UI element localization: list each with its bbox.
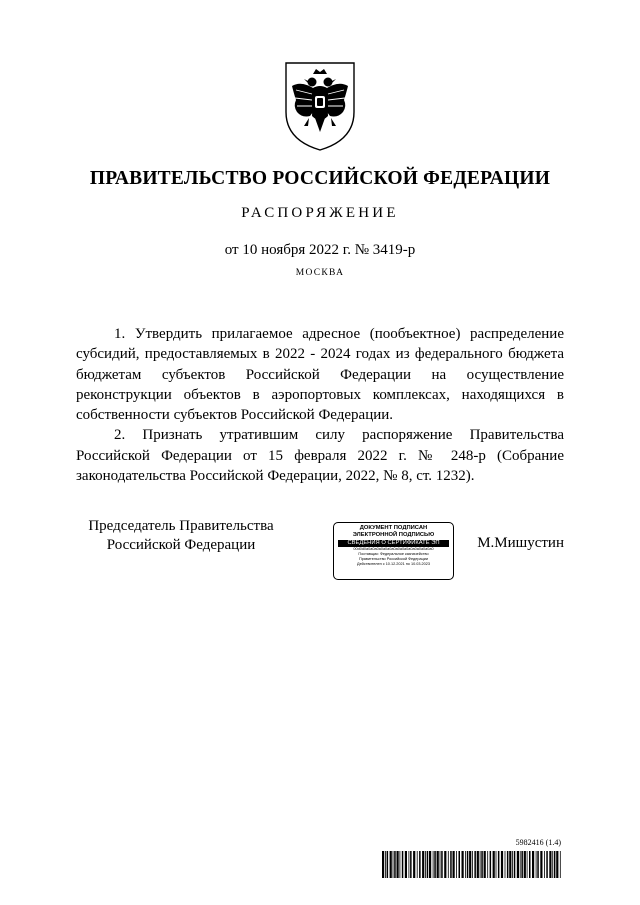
government-title: ПРАВИТЕЛЬСТВО РОССИЙСКОЙ ФЕДЕРАЦИИ xyxy=(89,168,551,189)
stamp-issuer-1: Поставщик: Федеральное казначейство xyxy=(358,552,429,556)
signer-name: М.Мишустин xyxy=(477,535,564,551)
document-body xyxy=(76,324,564,486)
paragraph-2: 2. Признать утратившим силу распоряжение Правительства Российской Федерации от 15 февраля 2022 г. № 248-р (Собрание законодательства Российской Федерации, 2022, № 8, ст. 1232). xyxy=(76,427,564,485)
signer-position xyxy=(76,517,286,555)
barcode-icon xyxy=(382,851,562,878)
stamp-line-1: ДОКУМЕНТ ПОДПИСАН xyxy=(359,525,428,531)
document-city: МОСКВА xyxy=(295,268,345,278)
coat-of-arms-icon xyxy=(282,60,358,152)
stamp-certificate-bar: СВЕДЕНИЯ О СЕРТИФИКАТЕ ЭП xyxy=(338,540,449,547)
stamp-issuer-2: Правительство Российской Федерации xyxy=(358,557,429,561)
signer-position-line-2: Российской Федерации xyxy=(106,537,256,553)
barcode-number: 5982416 (1.4) xyxy=(515,838,561,847)
document-type: РАСПОРЯЖЕНИЕ xyxy=(241,205,399,221)
electronic-signature-stamp xyxy=(333,522,454,580)
signer-position-line-1: Председатель Правительства xyxy=(88,518,274,534)
stamp-certificate-id: 00d0d0a0a0a0a0a0a0a0a0a0a0a0a0a0a0a0a0 xyxy=(353,547,434,551)
stamp-validity: Действителен с 10.12.2021 по 10.03.2023 xyxy=(357,562,430,566)
paragraph-1: 1. Утвердить прилагаемое адресное (пообъектное) распределение субсидий, предоставляемых в 2022 - 2024 годах из федерального бюджета бюджетам субъектов Российской Федерации на осуществление реконструкции объектов в аэропортовых комплексах, находящихся в собственности субъектов Российской Федерации. xyxy=(76,326,564,424)
stamp-line-2: ЭЛЕКТРОННОЙ ПОДПИСЬЮ xyxy=(352,532,435,538)
document-date-number: от 10 ноября 2022 г. № 3419-р xyxy=(224,242,416,258)
